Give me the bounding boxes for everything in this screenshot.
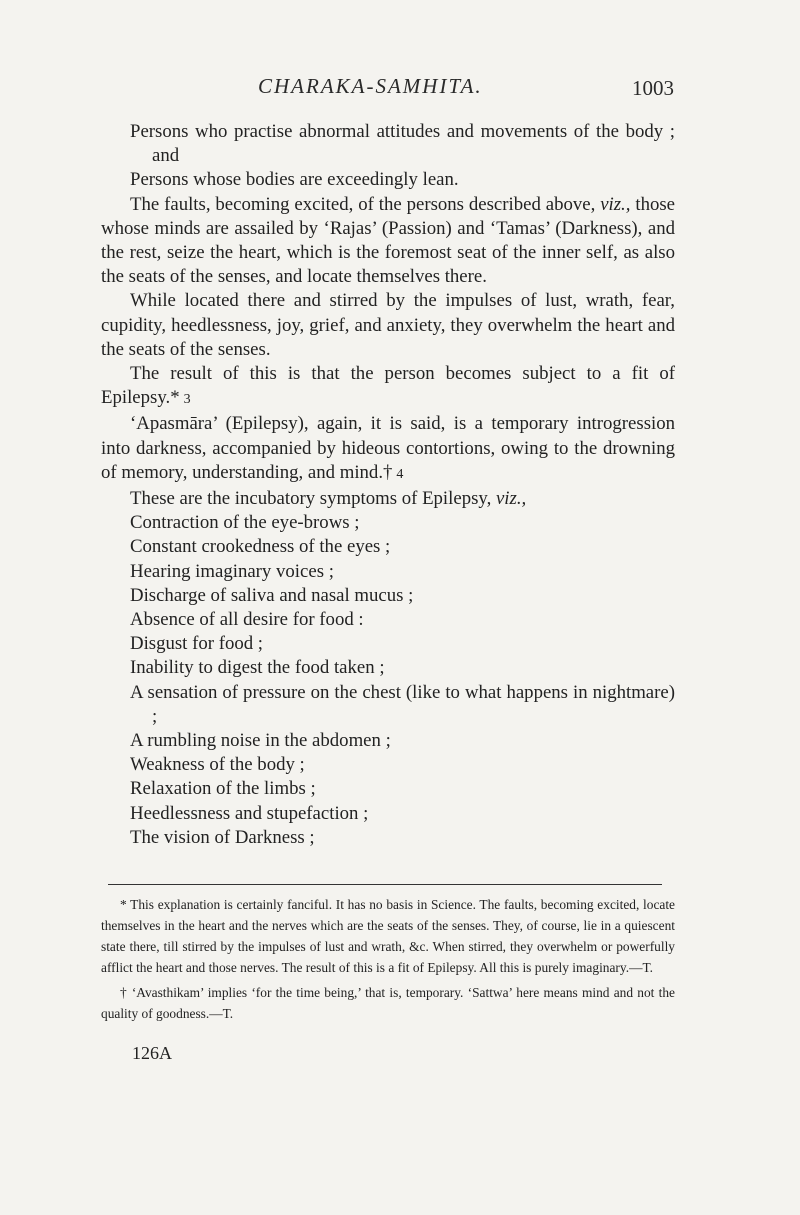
symptom-item: Contraction of the eye-brows ; [130, 512, 360, 534]
text-run: ‘Apasmāra’ (Epilepsy), again, it is said, is a temporary introgression into darkness, accompanied by hideous contortions, owing to the drowning of memory, understanding, and mind.† [101, 413, 675, 483]
footnotes [101, 894, 675, 1024]
text-run: The result of this is that the person becomes subject to a fit of Epilepsy.* [101, 363, 675, 409]
paragraph [101, 362, 675, 412]
paragraph [101, 412, 675, 487]
footnote: * This explanation is certainly fanciful. It has no basis in Science. The faults, becoming excited, locate themselves in the heart and the nerves which are the seats of the senses. They, of course, lie in a quiescent state there, till stirred by the impulses of lust and wrath, &c. When stirred, they overwhelm or powerfully afflict the heart and those nerves. The result of this is a fit of Epilepsy. All this is purely imaginary.—T. [101, 897, 675, 975]
main-text [101, 120, 675, 850]
verse-number: 3 [183, 392, 191, 408]
symptom-item: The vision of Darkness ; [130, 826, 315, 848]
signature-mark: 126A [132, 1043, 172, 1063]
paragraph [101, 193, 675, 290]
verse-number: 4 [396, 466, 404, 482]
paragraph: Persons who practise abnormal attitudes and movements of the body ; and [130, 121, 675, 167]
text-run: These are the incubatory symptoms of Epilepsy, [130, 488, 496, 510]
footnote-divider [108, 884, 662, 885]
symptom-item: A rumbling noise in the abdomen ; [130, 730, 391, 752]
book-title: CHARAKA-SAMHITA. [258, 74, 483, 98]
paragraph: While located there and stirred by the impulses of lust, wrath, fear, cupidity, heedlessness, joy, grief, and anxiety, they overwhelm the heart and the seats of the senses. [101, 290, 675, 360]
symptom-item: Inability to digest the food taken ; [130, 657, 385, 679]
symptom-item: Weakness of the body ; [130, 754, 305, 776]
symptom-item: Absence of all desire for food : [130, 609, 364, 631]
symptom-item: A sensation of pressure on the chest (like to what happens in nightmare) ; [130, 681, 675, 727]
text-run: The faults, becoming excited, of the persons described above, [130, 193, 601, 215]
symptom-item: Hearing imaginary voices ; [130, 560, 334, 582]
italic-viz: viz., [600, 193, 631, 215]
symptom-item: Disgust for food ; [130, 633, 264, 655]
page-number: 1003 [632, 76, 674, 100]
italic-viz: viz., [495, 488, 527, 510]
text-run: those whose minds are assailed by ‘Rajas’ (Passion) and ‘Tamas’ (Darkness), and the rest, seize the heart, which is the foremost seat of the inner self, as also the seats of the senses, and locate themselves there. [101, 193, 675, 288]
symptom-item: Constant crookedness of the eyes ; [130, 536, 391, 558]
footnote: † ‘Avasthikam’ implies ‘for the time being,’ that is, temporary. ‘Sattwa’ here means mind and not the quality of goodness.—T. [101, 985, 675, 1021]
paragraph [101, 487, 675, 511]
running-head [0, 74, 800, 104]
symptom-item: Discharge of saliva and nasal mucus ; [130, 584, 414, 606]
paragraph: Persons whose bodies are exceedingly lean. [130, 169, 459, 191]
symptom-item: Heedlessness and stupefaction ; [130, 802, 369, 824]
symptom-item: Relaxation of the limbs ; [130, 778, 316, 800]
